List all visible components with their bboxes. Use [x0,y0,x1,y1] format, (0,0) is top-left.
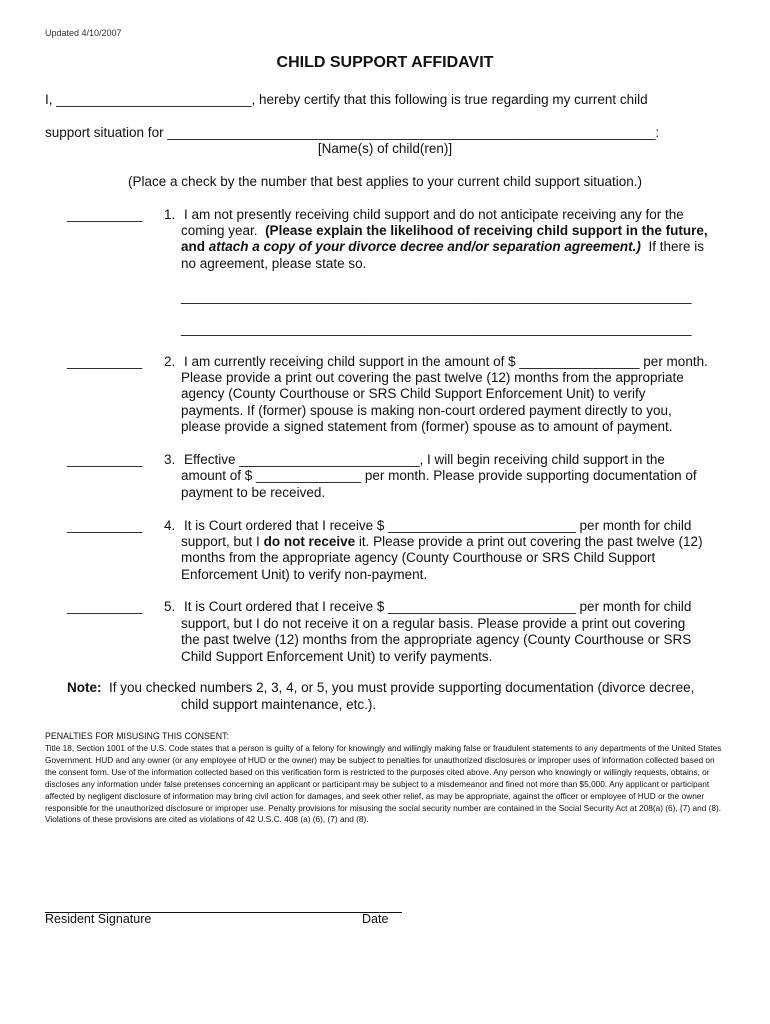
item-1-text: coming year. [181,223,258,238]
item-2-line-1: I am currently receiving child support in the amount of $ ________________ per month. [184,354,708,369]
page-title: CHILD SUPPORT AFFIDAVIT [276,54,494,71]
penalties-heading: PENALTIES FOR MISUSING THIS CONSENT: [45,731,229,741]
item-1-bold-instruction: (Please explain the likelihood of receiving child support in the future, [265,223,708,238]
check-blank-4[interactable]: __________ [67,518,143,533]
check-blank-1[interactable]: __________ [67,207,143,222]
item-2-line-5: please provide a signed statement from (former) spouse as to amount of payment. [181,419,673,434]
item-number-5: 5. [164,599,176,614]
explanation-line-2[interactable]: ____________________________________________________________________ [181,321,692,336]
item-1-if-there-is: If there is [648,239,704,254]
instruction-text: (Place a check by the number that best applies to your current child support situation.) [127,174,643,189]
note-line-1: If you checked numbers 2, 3, 4, or 5, you must provide supporting documentation (divorce decree, [109,680,695,695]
item-1-line-4: no agreement, please state so. [181,256,367,271]
certify-line: I, __________________________, hereby certify that this following is true regarding my current child [45,92,648,107]
item-4-line-1: It is Court ordered that I receive $ _________________________ per month for child [184,518,692,533]
item-1-line-3 [181,239,726,255]
check-blank-3[interactable]: __________ [67,452,143,467]
item-1-line-2 [181,223,726,239]
resident-signature-label: Resident Signature [45,912,152,926]
item-4-line-3: months from the appropriate agency (County Courthouse or SRS Child Support [181,550,656,565]
updated-date: Updated 4/10/2007 [45,28,122,38]
item-2-line-2: Please provide a print out covering the past twelve (12) months from the appropriate [181,370,684,385]
item-4-print-out: it. Please provide a print out covering the past twelve (12) [358,534,703,549]
item-1-and: and [181,239,206,254]
item-number-4: 4. [164,518,176,533]
note-label: Note: [67,680,102,695]
item-number-1: 1. [164,207,176,222]
explanation-line-1[interactable]: ____________________________________________________________________ [181,289,692,304]
item-3-line-1: Effective ________________________, I will begin receiving child support in the [184,452,665,467]
item-4-line-2 [181,534,726,550]
item-1-line-1: I am not presently receiving child support and do not anticipate receiving any for the [184,207,684,222]
item-number-3: 3. [164,452,176,467]
note-line-2: child support maintenance, etc.). [181,696,377,712]
item-4-support-but: support, but I [181,534,260,549]
item-3-line-2: amount of $ ______________ per month. Please provide supporting documentation of [181,468,697,483]
item-5-line-3: the past twelve (12) months from the appropriate agency (County Courthouse or SRS [181,632,692,647]
penalties-body: Title 18, Section 1001 of the U.S. Code states that a person is guilty of a felony for knowingly and willingly making false or fraudulent statements to any departments of the United States Government. HUD and any owner (or any employee of HUD or the owner) may be subject to penalties for unauthorized disclosures or improper uses of information collected based on the consent form. Use of the information collected based on this verification form is restricted to the purposes cited above. Any person who knowingly or willingly requests, obtains, or discloses any information under false pretenses concerning an applicant or participant may be subject to a misdemeanor and fined not more than $5,000. Any applicant or participant affected by negligent disclosure of information may bring civil action for damages, and seek other relief, as may be appropriate, against the officer or employee of HUD or the owner responsible for the unauthorized disclosure or improper use. Penalty provisions for misusing the social security number are contained in the Social Security Act at 208(a) (6), (7) and (8). Violations of these provisions are cited as violations of 42 U.S.C. 408 (a) (6), (7) and (8). [45,743,722,825]
item-number-2: 2. [164,354,176,369]
item-4-line-4: Enforcement Unit) to verify non-payment. [181,567,428,582]
item-5-line-1: It is Court ordered that I receive $ _________________________ per month for child [184,599,692,614]
item-4-do-not-receive: do not receive [263,534,356,549]
item-3-line-3: payment to be received. [181,485,326,500]
item-2-line-4: payments. If (former) spouse is making non-court ordered payment directly to you, [181,403,672,418]
check-blank-2[interactable]: __________ [67,354,143,369]
date-label: Date [362,912,389,926]
check-blank-5[interactable]: __________ [67,599,143,614]
item-5-line-2: support, but I do not receive it on a regular basis. Please provide a print out covering [181,616,686,631]
item-1-attach-instruction: attach a copy of your divorce decree and/or separation agreement.) [208,239,641,254]
children-name-label: [Name(s) of child(ren)] [317,141,453,156]
item-2-line-3: agency (County Courthouse or SRS Child Support Enforcement Unit) to verify [181,386,646,401]
support-situation-line: support situation for _________________________________________________________________: [45,125,660,140]
note-block [67,680,727,713]
item-5-line-4: Child Support Enforcement Unit) to verify payments. [181,649,493,664]
